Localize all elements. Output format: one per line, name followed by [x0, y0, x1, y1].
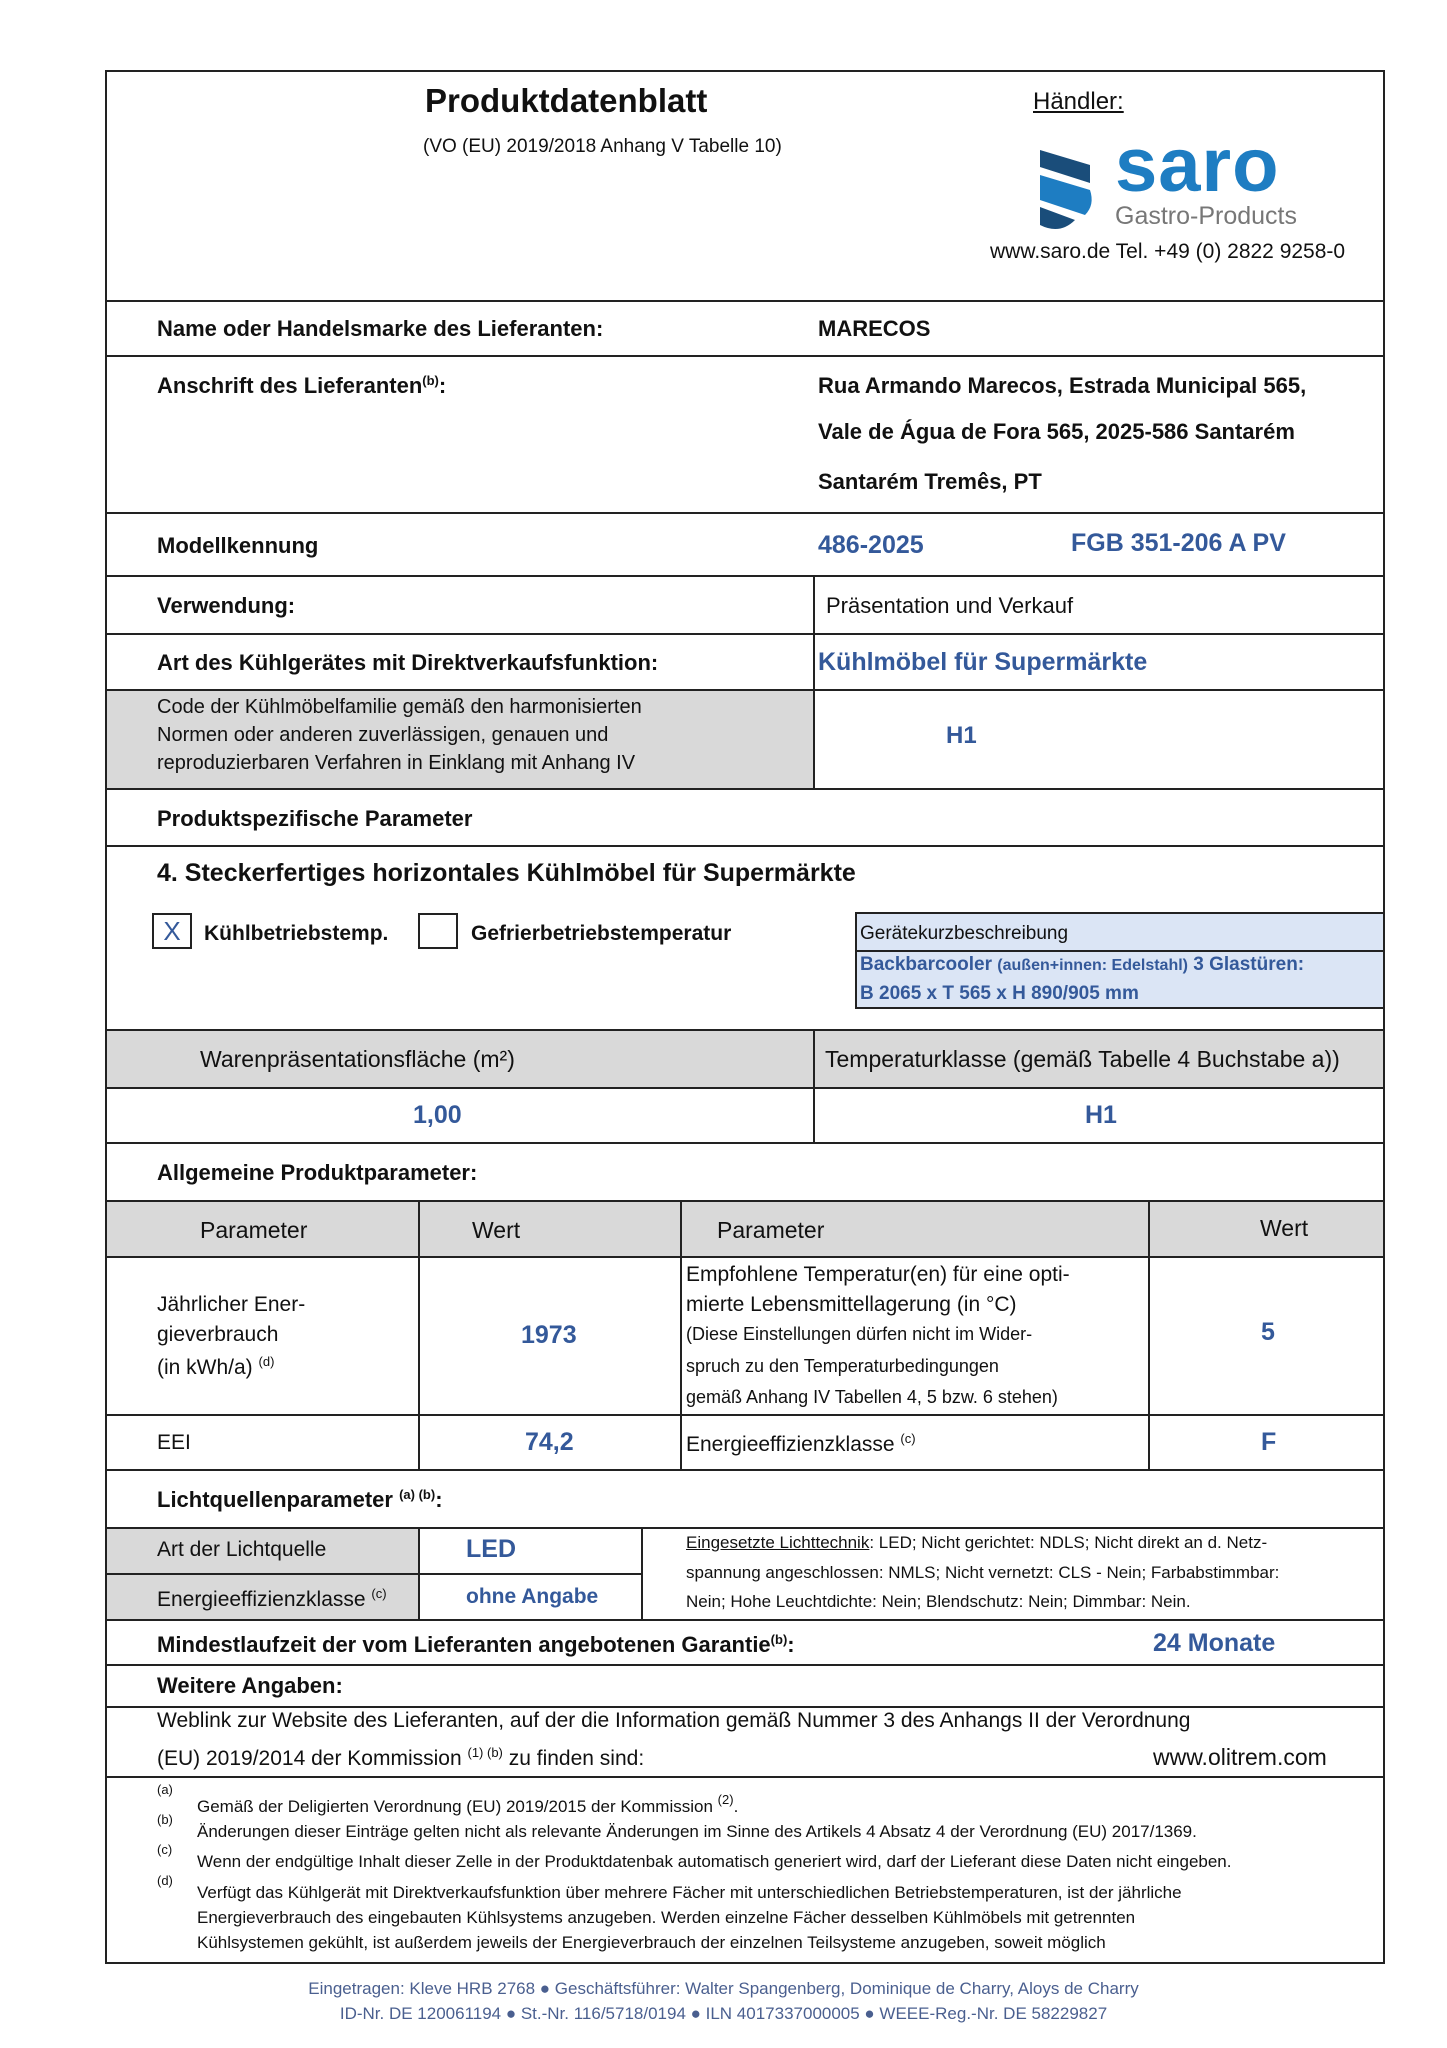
- device-dimensions: B 2065 x T 565 x H 890/905 mm: [860, 983, 1139, 1004]
- divider: [105, 1414, 1385, 1416]
- supplier-name-label: Name oder Handelsmarke des Lieferanten:: [157, 316, 604, 341]
- temp-label: spruch zu den Temperaturbedingungen: [686, 1356, 999, 1376]
- temp-label: (Diese Einstellungen dürfen nicht im Wider-: [686, 1324, 1033, 1344]
- divider: [105, 575, 1385, 577]
- family-code-value: H1: [946, 722, 977, 749]
- eei-value: 74,2: [525, 1428, 574, 1456]
- period: .: [733, 1797, 739, 1816]
- light-class-label: Energieeffizienzklasse: [157, 1588, 366, 1611]
- divider: [105, 1200, 1385, 1202]
- divider: [680, 1200, 682, 1469]
- light-params-label: Lichtquellenparameter: [157, 1487, 393, 1512]
- freezing-checkbox[interactable]: [418, 913, 458, 949]
- divider: [105, 1776, 1385, 1778]
- family-code-label: Code der Kühlmöbelfamilie gemäß den harmonisierten: [157, 696, 642, 718]
- area-label: Warenpräsentationsfläche (m²): [200, 1046, 515, 1072]
- energy-label: gieverbrauch: [157, 1323, 279, 1346]
- light-tech-text: spannung angeschlossen: NMLS; Nicht vernetzt: CLS - Nein; Farbabstimmbar:: [686, 1563, 1280, 1582]
- divider: [105, 1619, 1385, 1621]
- address-line: Vale de Água de Fora 565, 2025-586 Santarém: [818, 419, 1295, 444]
- divider: [105, 1256, 1385, 1258]
- energy-label: Jährlicher Ener-: [157, 1293, 306, 1316]
- divider: [105, 300, 1385, 302]
- energy-value: 1973: [521, 1321, 577, 1349]
- page-title: Produktdatenblatt: [425, 82, 708, 119]
- temp-value: 5: [1261, 1318, 1275, 1346]
- divider: [105, 355, 1385, 357]
- column-header: Wert: [1260, 1215, 1309, 1241]
- weblink-text: (EU) 2019/2014 der Kommission: [157, 1747, 462, 1770]
- energy-label: (in kWh/a): [157, 1356, 253, 1379]
- divider: [105, 512, 1385, 514]
- footnote-mark: (c): [157, 1842, 173, 1857]
- saro-s-icon: [1030, 145, 1110, 235]
- colon: :: [435, 1487, 443, 1512]
- device-description-label: Gerätekurzbeschreibung: [860, 923, 1069, 944]
- divider: [1148, 1200, 1150, 1469]
- warranty-value: 24 Monate: [1153, 1629, 1276, 1657]
- type-label: Art des Kühlgerätes mit Direktverkaufsfunktion:: [157, 650, 659, 675]
- logo-tagline: Gastro-Products: [1115, 202, 1298, 230]
- tempclass-label: Temperaturklasse (gemäß Tabelle 4 Buchstabe a)): [825, 1046, 1340, 1072]
- freezing-checkbox-label: Gefrierbetriebstemperatur: [471, 922, 732, 945]
- temp-label: mierte Lebensmittellagerung (in °C): [686, 1293, 1017, 1316]
- supplier-name-value: MARECOS: [818, 316, 931, 341]
- footnote-ref: (1) (b): [467, 1745, 503, 1760]
- footnote-ref: (d): [258, 1354, 275, 1369]
- column-header: Parameter: [717, 1217, 825, 1243]
- footnote-mark: (a): [157, 1782, 173, 1797]
- footnote-text: Verfügt das Kühlgerät mit Direktverkaufsfunktion über mehrere Fächer mit unterschiedlichen Betriebstemperaturen, ist der jährliche: [197, 1883, 1182, 1902]
- temp-label: gemäß Anhang IV Tabellen 4, 5 bzw. 6 stehen): [686, 1387, 1058, 1407]
- footnote-mark: (d): [157, 1873, 173, 1888]
- light-type-label: Art der Lichtquelle: [157, 1538, 327, 1561]
- divider: [641, 1527, 643, 1619]
- model-name: FGB 351-206 A PV: [1071, 529, 1286, 557]
- divider: [105, 1469, 1385, 1471]
- address-line: Santarém Tremês, PT: [818, 469, 1042, 494]
- divider: [813, 1029, 815, 1142]
- divider: [105, 1087, 1385, 1089]
- divider: [105, 845, 1385, 847]
- divider: [105, 689, 1385, 691]
- divider: [105, 633, 1385, 635]
- cooling-checkbox-label: Kühlbetriebstemp.: [204, 922, 389, 945]
- device-material: (außen+innen: Edelstahl): [997, 957, 1188, 974]
- section-title: 4. Steckerfertiges horizontales Kühlmöbel für Supermärkte: [157, 859, 856, 887]
- colon: :: [787, 1632, 795, 1657]
- address-line: Rua Armando Marecos, Estrada Municipal 565,: [818, 373, 1307, 398]
- model-label: Modellkennung: [157, 533, 319, 558]
- tempclass-value: H1: [1085, 1101, 1117, 1129]
- class-value: F: [1261, 1428, 1277, 1456]
- family-code-label: Normen oder anderen zuverlässigen, genauen und: [157, 724, 609, 746]
- area-value: 1,00: [413, 1101, 462, 1129]
- product-params-label: Produktspezifische Parameter: [157, 806, 473, 831]
- light-type-value: LED: [466, 1535, 516, 1563]
- divider: [418, 1527, 420, 1619]
- class-label: Energieeffizienzklasse: [686, 1433, 895, 1456]
- footnote-text: Kühlsystemen gekühlt, ist außerdem jeweils der Energieverbrauch der einzelnen Teilsysteme anzugeben, soweit möglich: [197, 1933, 1106, 1952]
- cooling-checkbox[interactable]: X: [152, 913, 192, 949]
- divider: [418, 1200, 420, 1469]
- light-tech-text: : LED; Nicht gerichtet: NDLS; Nicht direkt an d. Netz-: [869, 1533, 1268, 1552]
- saro-logo: [1030, 123, 1340, 235]
- further-info-label: Weitere Angaben:: [157, 1673, 343, 1698]
- usage-value: Präsentation und Verkauf: [826, 593, 1074, 618]
- weblink-text: zu finden sind:: [502, 1747, 645, 1770]
- dealer-contact: www.saro.de Tel. +49 (0) 2822 9258-0: [990, 240, 1346, 263]
- general-params-label: Allgemeine Produktparameter:: [157, 1160, 478, 1185]
- footnote-text: Änderungen dieser Einträge gelten nicht als relevante Änderungen im Sinne des Artikels 4 Absatz 4 der Verordnung (EU) 2017/1369.: [197, 1822, 1197, 1841]
- usage-label: Verwendung:: [157, 593, 296, 618]
- column-header: Parameter: [200, 1217, 308, 1243]
- light-tech-text: Nein; Hohe Leuchtdichte: Nein; Blendschutz: Nein; Dimmbar: Nein.: [686, 1592, 1191, 1611]
- divider: [105, 1664, 1385, 1666]
- eei-label: EEI: [157, 1431, 191, 1454]
- footnote-text: Energieverbrauch des eingebauten Kühlsystems anzugeben. Werden einzelne Fächer desselben Kühlmöbels mit getrennten: [197, 1908, 1136, 1927]
- divider: [105, 788, 1385, 790]
- divider: [105, 1527, 1385, 1529]
- divider: [105, 1706, 1385, 1708]
- supplier-address-label: Anschrift des Lieferanten: [157, 373, 423, 398]
- temp-label: Empfohlene Temperatur(en) für eine opti-: [686, 1263, 1070, 1286]
- divider: [105, 1142, 1385, 1144]
- weblink-text: Weblink zur Website des Lieferanten, auf der die Information gemäß Nummer 3 des Anhangs II der Verordnung: [157, 1709, 1191, 1732]
- model-id: 486-2025: [818, 531, 924, 559]
- page-subtitle: (VO (EU) 2019/2018 Anhang V Tabelle 10): [423, 136, 782, 157]
- footnote-ref: (2): [717, 1792, 734, 1807]
- footnote-ref: (b): [770, 1632, 788, 1647]
- footnote-ref: (a) (b): [399, 1487, 436, 1502]
- footnote-text: Wenn der endgültige Inhalt dieser Zelle in der Produktdatenbak automatisch generiert wird, darf der Lieferant diese Daten nicht eingeben.: [197, 1852, 1232, 1871]
- company-footer: Eingetragen: Kleve HRB 2768 ● Geschäftsführer: Walter Spangenberg, Dominique de Charry, Aloys de Charry: [308, 1979, 1139, 1998]
- device-doors: 3 Glastüren:: [1187, 954, 1305, 975]
- company-footer: ID-Nr. DE 120061194 ● St.-Nr. 116/5718/0194 ● ILN 4017337000005 ● WEEE-Reg.-Nr. DE 58229827: [339, 2004, 1108, 2023]
- light-class-value: ohne Angabe: [466, 1585, 599, 1608]
- family-code-label: reproduzierbaren Verfahren in Einklang mit Anhang IV: [157, 752, 636, 774]
- divider: [105, 1029, 1385, 1031]
- device-description: Backbarcooler: [860, 954, 998, 975]
- divider: [105, 1573, 641, 1575]
- footnote-text: Gemäß der Deligierten Verordnung (EU) 2019/2015 der Kommission: [197, 1797, 713, 1816]
- logo-brand: saro: [1115, 123, 1280, 208]
- type-value: Kühlmöbel für Supermärkte: [818, 648, 1148, 676]
- colon: :: [438, 373, 447, 398]
- divider: [813, 575, 815, 788]
- light-tech-heading: Eingesetzte Lichttechnik: [686, 1533, 870, 1552]
- footnote-ref: (c): [371, 1586, 387, 1601]
- footnote-mark: (b): [157, 1812, 173, 1827]
- dealer-label: Händler:: [1033, 88, 1124, 115]
- weblink-url[interactable]: www.olitrem.com: [1153, 1744, 1327, 1770]
- footnote-ref: (b): [422, 373, 439, 388]
- footnote-ref: (c): [900, 1431, 916, 1446]
- column-header: Wert: [472, 1217, 521, 1243]
- warranty-label: Mindestlaufzeit der vom Lieferanten angebotenen Garantie: [157, 1632, 771, 1657]
